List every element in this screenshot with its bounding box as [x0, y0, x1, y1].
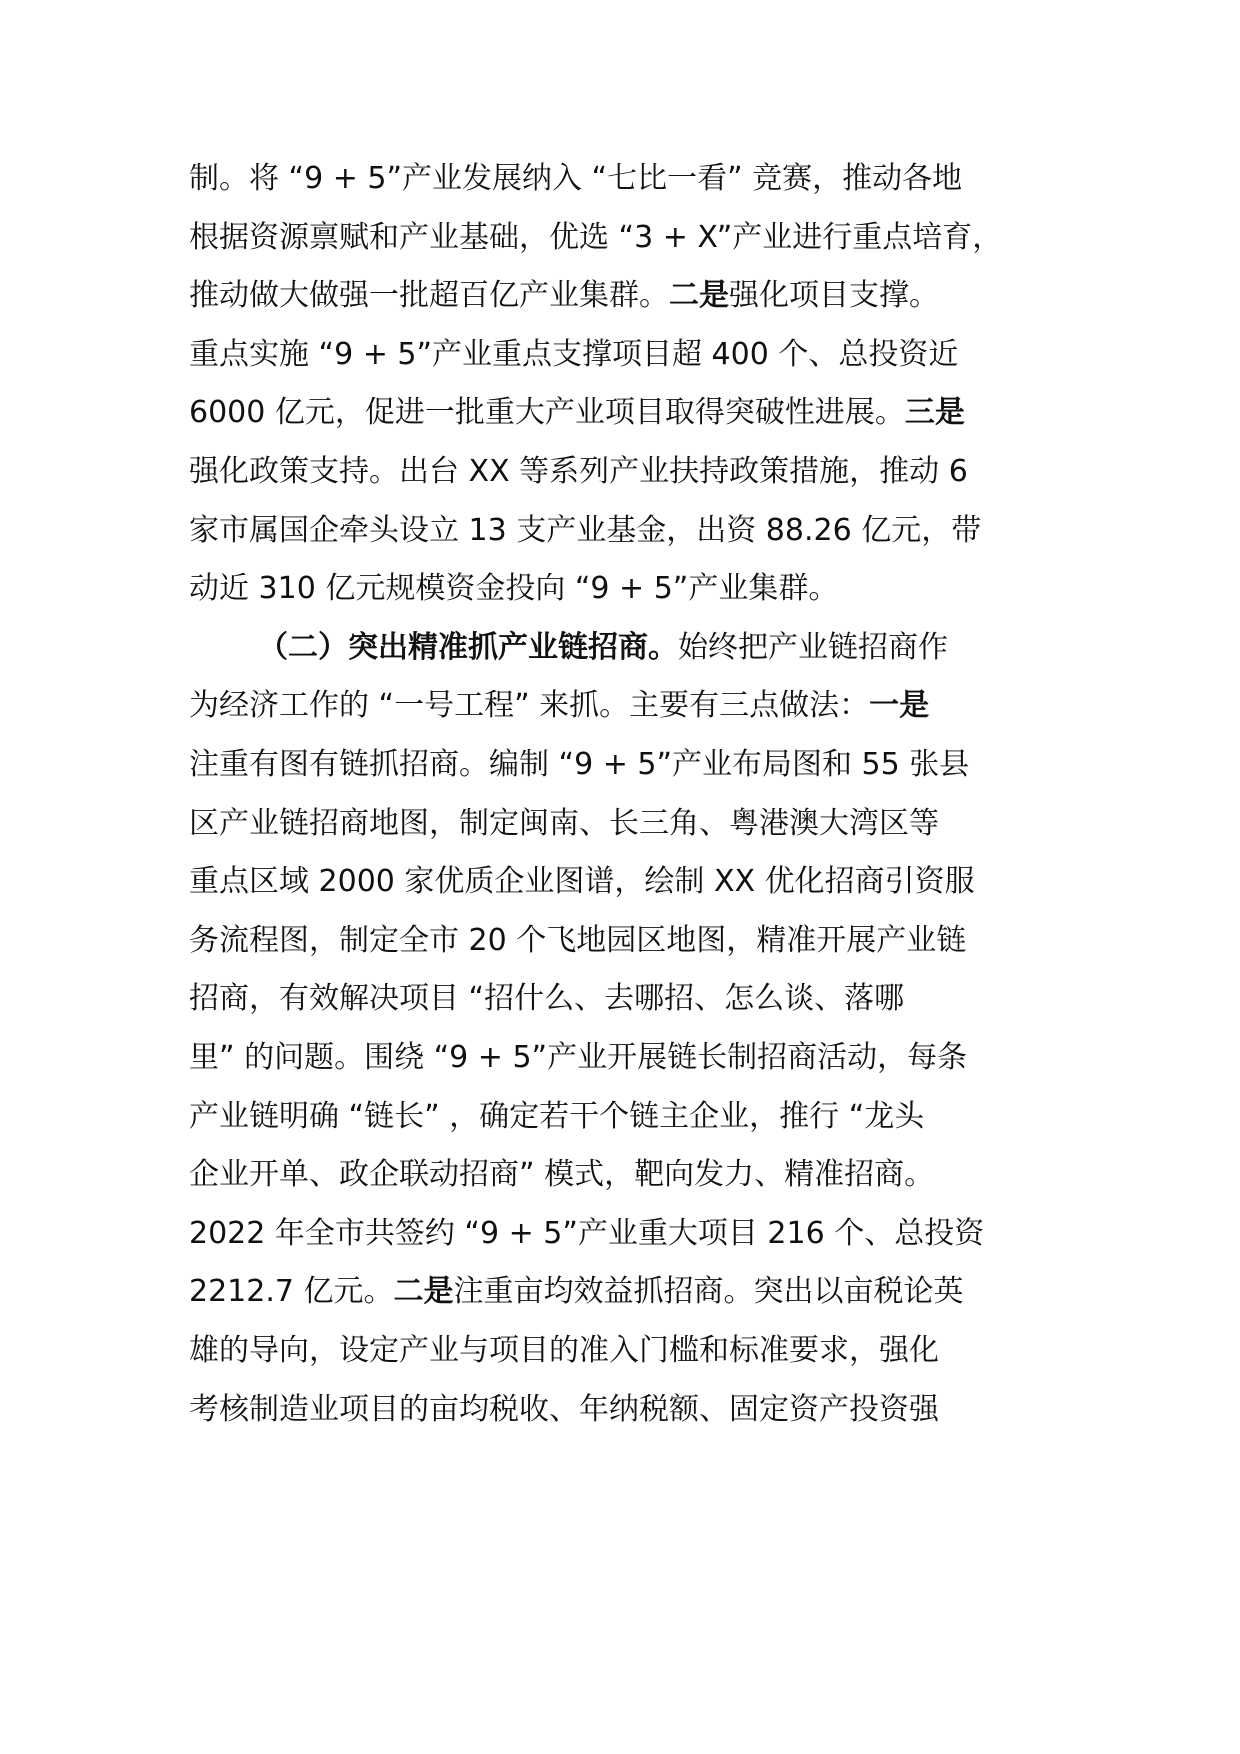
text-segment: 动近 310 亿元规模资金投向 “9 + 5”产业集群。	[189, 571, 839, 607]
bold-text-segment: 一是	[869, 688, 930, 724]
text-segment: 区产业链招商地图，制定闽南、长三角、粤港澳大湾区等	[189, 805, 939, 841]
text-segment: 为经济工作的 “一号工程” 来抓。主要有三点做法：	[189, 688, 870, 724]
text-line	[189, 322, 958, 388]
text-line	[189, 1318, 939, 1384]
text-segment: 2212.7 亿元。	[189, 1274, 394, 1310]
text-segment: 考核制造业项目的亩均税收、年纳税额、固定资产投资强	[189, 1391, 939, 1427]
text-line	[189, 1259, 964, 1325]
text-line	[189, 556, 838, 622]
text-line	[189, 966, 904, 1032]
text-line	[189, 146, 962, 212]
text-line	[189, 908, 966, 974]
text-line	[189, 205, 1002, 271]
text-line	[189, 263, 939, 329]
text-line	[258, 615, 948, 681]
text-line	[189, 1025, 967, 1091]
text-segment: 强化项目支撑。	[729, 278, 939, 314]
text-line	[189, 439, 968, 505]
text-line	[189, 498, 981, 564]
text-segment: 始终把产业链招商作	[678, 629, 948, 665]
text-segment: 6000 亿元，促进一批重大产业项目取得突破性进展。	[189, 395, 905, 431]
text-segment: 2022 年全市共签约 “9 + 5”产业重大项目 216 个、总投资	[189, 1215, 985, 1251]
text-line	[189, 1201, 984, 1267]
bold-text-segment: 二是	[393, 1274, 454, 1310]
text-line	[189, 1142, 934, 1208]
text-segment: 产业链明确 “链长” ，确定若干个链主企业，推行 “龙头	[189, 1098, 925, 1134]
bold-text-segment: （二）突出精准抓产业链招商。	[258, 629, 678, 665]
text-line	[189, 1377, 939, 1443]
text-segment: 制。将 “9 + 5”产业发展纳入 “七比一看” 竞赛，推动各地	[189, 161, 963, 196]
text-segment: 注重亩均效益抓招商。突出以亩税论英	[453, 1274, 964, 1310]
text-segment: 招商，有效解决项目 “招什么、去哪招、怎么谈、落哪	[189, 981, 905, 1017]
text-segment: 重点实施 “9 + 5”产业重点支撑项目超 400 个、总投资近	[189, 336, 959, 372]
text-segment: 务流程图，制定全市 20 个飞地园区地图，精准开展产业链	[189, 922, 967, 958]
text-segment: 雄的导向，设定产业与项目的准入门槛和标准要求，强化	[189, 1333, 939, 1368]
text-segment: 根据资源禀赋和产业基础，优选 “3 + X”产业进行重点培育，	[189, 219, 1003, 255]
text-segment: 家市属国企牵头设立 13 支产业基金，出资 88.26 亿元，带	[189, 512, 982, 548]
text-segment: 重点区域 2000 家优质企业图谱，绘制 XX 优化招商引资服	[189, 864, 975, 900]
text-line	[189, 849, 975, 915]
text-segment: 推动做大做强一批超百亿产业集群。	[189, 278, 669, 314]
text-line	[189, 1084, 924, 1150]
text-segment: 里” 的问题。围绕 “9 + 5”产业开展链长制招商活动，每条	[189, 1040, 968, 1075]
bold-text-segment: 三是	[904, 395, 965, 431]
text-segment: 强化政策支持。出台 XX 等系列产业扶持政策措施，推动 6	[189, 454, 968, 489]
text-line	[189, 380, 965, 446]
text-line	[189, 673, 929, 739]
bold-text-segment: 二是	[669, 278, 729, 314]
text-line	[189, 732, 969, 798]
text-line	[189, 791, 939, 857]
text-segment: 企业开单、政企联动招商” 模式，靶向发力、精准招商。	[189, 1157, 935, 1193]
text-segment: 注重有图有链抓招商。编制 “9 + 5”产业布局图和 55 张县	[189, 747, 970, 782]
